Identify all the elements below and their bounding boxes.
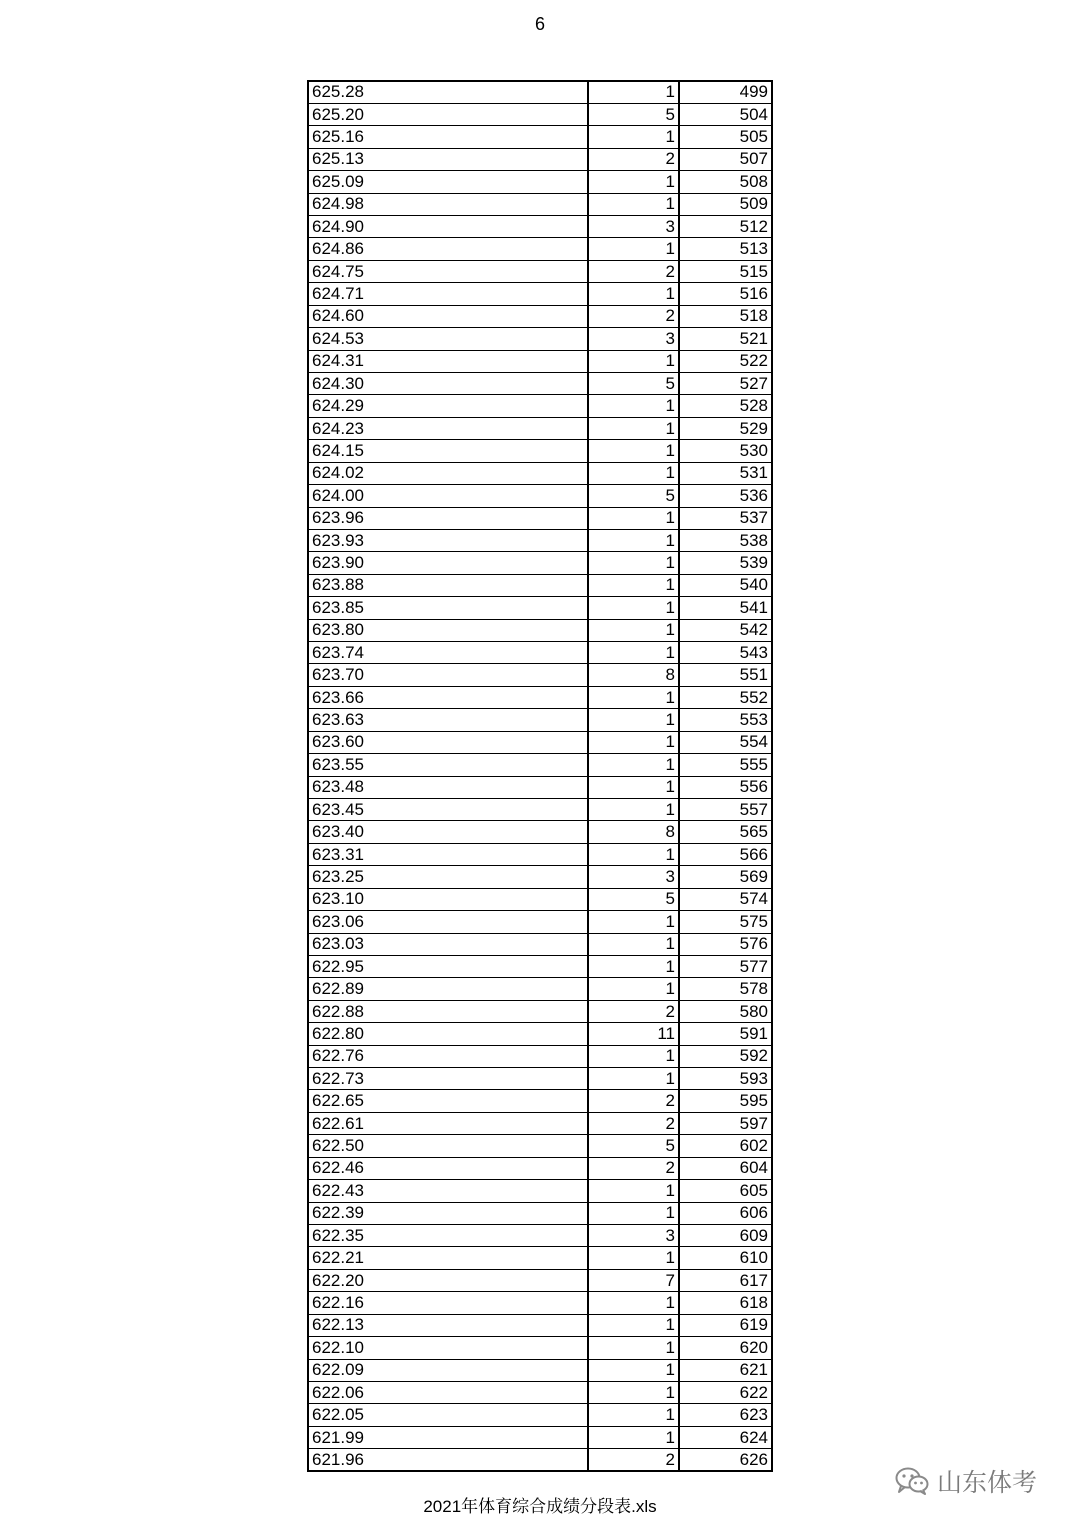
cumulative-cell: 529 [679,417,772,439]
cumulative-cell: 555 [679,754,772,776]
table-row [308,238,772,260]
count-cell: 1 [588,283,679,305]
page-footer-filename: 2021年体育综合成绩分段表.xls [423,1497,657,1516]
count-cell: 1 [588,574,679,596]
table-row [308,978,772,1000]
count-cell: 1 [588,81,679,103]
count-cell: 2 [588,305,679,327]
table-row [308,574,772,596]
table-row [308,462,772,484]
score-cell: 622.65 [308,1090,588,1112]
cumulative-cell: 509 [679,193,772,215]
count-cell: 1 [588,911,679,933]
count-cell: 1 [588,731,679,753]
count-cell: 1 [588,642,679,664]
cumulative-cell: 604 [679,1157,772,1179]
score-distribution-table [307,80,773,1472]
count-cell: 3 [588,328,679,350]
score-cell: 623.25 [308,866,588,888]
score-cell: 621.99 [308,1426,588,1448]
cumulative-cell: 574 [679,888,772,910]
cumulative-cell: 569 [679,866,772,888]
cumulative-cell: 521 [679,328,772,350]
cumulative-cell: 575 [679,911,772,933]
cumulative-cell: 543 [679,642,772,664]
score-cell: 622.35 [308,1225,588,1247]
cumulative-cell: 536 [679,485,772,507]
score-cell: 624.00 [308,485,588,507]
table-row [308,1292,772,1314]
count-cell: 5 [588,485,679,507]
score-cell: 622.10 [308,1337,588,1359]
table-row [308,933,772,955]
score-cell: 623.55 [308,754,588,776]
count-cell: 3 [588,866,679,888]
count-cell: 1 [588,440,679,462]
score-cell: 623.85 [308,597,588,619]
wechat-icon [895,1467,929,1495]
cumulative-cell: 552 [679,686,772,708]
cumulative-cell: 591 [679,1023,772,1045]
cumulative-cell: 518 [679,305,772,327]
table-row [308,507,772,529]
score-cell: 624.75 [308,260,588,282]
table-row [308,148,772,170]
cumulative-cell: 516 [679,283,772,305]
table-row [308,305,772,327]
count-cell: 1 [588,1180,679,1202]
table-row [308,417,772,439]
table-row [308,731,772,753]
table-row [308,171,772,193]
count-cell: 2 [588,1449,679,1471]
count-cell: 5 [588,888,679,910]
count-cell: 2 [588,260,679,282]
count-cell: 1 [588,799,679,821]
cumulative-cell: 592 [679,1045,772,1067]
score-cell: 623.03 [308,933,588,955]
table-row [308,1180,772,1202]
cumulative-cell: 504 [679,103,772,125]
score-cell: 623.31 [308,843,588,865]
count-cell: 1 [588,171,679,193]
table-row [308,126,772,148]
table-row [308,754,772,776]
count-cell: 5 [588,103,679,125]
score-cell: 625.20 [308,103,588,125]
table-row [308,1314,772,1336]
cumulative-cell: 508 [679,171,772,193]
score-cell: 623.45 [308,799,588,821]
table-row [308,888,772,910]
count-cell: 1 [588,754,679,776]
cumulative-cell: 556 [679,776,772,798]
table-row [308,686,772,708]
table-row [308,372,772,394]
cumulative-cell: 605 [679,1180,772,1202]
score-cell: 622.61 [308,1112,588,1134]
cumulative-cell: 551 [679,664,772,686]
cumulative-cell: 528 [679,395,772,417]
score-cell: 622.16 [308,1292,588,1314]
table-row [308,1000,772,1022]
cumulative-cell: 530 [679,440,772,462]
table-row [308,193,772,215]
score-cell: 623.40 [308,821,588,843]
count-cell: 1 [588,1247,679,1269]
count-cell: 1 [588,126,679,148]
table-row [308,328,772,350]
table-row [308,1449,772,1471]
count-cell: 1 [588,709,679,731]
cumulative-cell: 512 [679,216,772,238]
table-row [308,821,772,843]
cumulative-cell: 619 [679,1314,772,1336]
score-cell: 624.02 [308,462,588,484]
cumulative-cell: 620 [679,1337,772,1359]
cumulative-cell: 507 [679,148,772,170]
count-cell: 1 [588,776,679,798]
count-cell: 5 [588,372,679,394]
count-cell: 11 [588,1023,679,1045]
count-cell: 7 [588,1269,679,1291]
score-cell: 624.31 [308,350,588,372]
cumulative-cell: 565 [679,821,772,843]
score-cell: 624.29 [308,395,588,417]
cumulative-cell: 626 [679,1449,772,1471]
score-cell: 623.10 [308,888,588,910]
table-row [308,1404,772,1426]
score-cell: 625.13 [308,148,588,170]
count-cell: 1 [588,1426,679,1448]
table-row [308,1359,772,1381]
table-row [308,1135,772,1157]
count-cell: 1 [588,529,679,551]
cumulative-cell: 522 [679,350,772,372]
table-row [308,529,772,551]
table-row [308,1068,772,1090]
score-cell: 622.06 [308,1381,588,1403]
cumulative-cell: 593 [679,1068,772,1090]
count-cell: 5 [588,1135,679,1157]
cumulative-cell: 595 [679,1090,772,1112]
table-row [308,664,772,686]
table-row [308,1090,772,1112]
score-cell: 622.76 [308,1045,588,1067]
score-cell: 621.96 [308,1449,588,1471]
table-row [308,1112,772,1134]
table-row [308,1157,772,1179]
count-cell: 2 [588,1112,679,1134]
cumulative-cell: 578 [679,978,772,1000]
watermark-text: 山东体考 [937,1469,1038,1497]
cumulative-cell: 623 [679,1404,772,1426]
count-cell: 1 [588,238,679,260]
count-cell: 1 [588,395,679,417]
score-cell: 623.70 [308,664,588,686]
table-row [308,1247,772,1269]
score-cell: 624.60 [308,305,588,327]
page-number: 6 [534,14,545,34]
count-cell: 3 [588,1225,679,1247]
score-cell: 622.88 [308,1000,588,1022]
score-cell: 622.50 [308,1135,588,1157]
count-cell: 1 [588,1068,679,1090]
cumulative-cell: 609 [679,1225,772,1247]
cumulative-cell: 539 [679,552,772,574]
score-cell: 624.71 [308,283,588,305]
cumulative-cell: 577 [679,955,772,977]
count-cell: 1 [588,507,679,529]
count-cell: 2 [588,1000,679,1022]
score-cell: 623.93 [308,529,588,551]
score-cell: 623.63 [308,709,588,731]
cumulative-cell: 553 [679,709,772,731]
table-row [308,283,772,305]
cumulative-cell: 537 [679,507,772,529]
score-cell: 622.39 [308,1202,588,1224]
count-cell: 1 [588,933,679,955]
table-body [308,81,772,1471]
score-cell: 625.16 [308,126,588,148]
cumulative-cell: 624 [679,1426,772,1448]
count-cell: 8 [588,821,679,843]
score-cell: 622.20 [308,1269,588,1291]
count-cell: 2 [588,1090,679,1112]
table-row [308,1023,772,1045]
table-row [308,1202,772,1224]
score-cell: 622.43 [308,1180,588,1202]
cumulative-cell: 618 [679,1292,772,1314]
count-cell: 1 [588,193,679,215]
cumulative-cell: 513 [679,238,772,260]
score-cell: 622.73 [308,1068,588,1090]
count-cell: 1 [588,1404,679,1426]
table-row [308,597,772,619]
table-row [308,260,772,282]
score-cell: 624.86 [308,238,588,260]
score-cell: 625.09 [308,171,588,193]
count-cell: 2 [588,1157,679,1179]
table-row [308,955,772,977]
score-cell: 624.90 [308,216,588,238]
table-row [308,440,772,462]
table-row [308,911,772,933]
count-cell: 1 [588,955,679,977]
cumulative-cell: 515 [679,260,772,282]
count-cell: 1 [588,1314,679,1336]
watermark [895,1461,1037,1501]
score-cell: 624.53 [308,328,588,350]
table-row [308,709,772,731]
score-cell: 623.80 [308,619,588,641]
table-row [308,1426,772,1448]
cumulative-cell: 557 [679,799,772,821]
table-row [308,776,772,798]
count-cell: 3 [588,216,679,238]
table-row [308,1381,772,1403]
score-cell: 625.28 [308,81,588,103]
cumulative-cell: 538 [679,529,772,551]
cumulative-cell: 542 [679,619,772,641]
count-cell: 1 [588,417,679,439]
count-cell: 1 [588,619,679,641]
count-cell: 1 [588,597,679,619]
cumulative-cell: 602 [679,1135,772,1157]
table-row [308,552,772,574]
score-cell: 622.13 [308,1314,588,1336]
count-cell: 1 [588,1292,679,1314]
table-row [308,619,772,641]
cumulative-cell: 527 [679,372,772,394]
cumulative-cell: 541 [679,597,772,619]
score-cell: 623.90 [308,552,588,574]
table-row [308,843,772,865]
cumulative-cell: 499 [679,81,772,103]
score-cell: 623.06 [308,911,588,933]
score-cell: 624.23 [308,417,588,439]
score-cell: 622.95 [308,955,588,977]
count-cell: 1 [588,552,679,574]
cumulative-cell: 622 [679,1381,772,1403]
count-cell: 2 [588,148,679,170]
score-cell: 622.46 [308,1157,588,1179]
score-cell: 622.05 [308,1404,588,1426]
cumulative-cell: 566 [679,843,772,865]
cumulative-cell: 505 [679,126,772,148]
table-row [308,81,772,103]
score-cell: 622.80 [308,1023,588,1045]
count-cell: 1 [588,1337,679,1359]
count-cell: 1 [588,462,679,484]
score-cell: 622.09 [308,1359,588,1381]
cumulative-cell: 597 [679,1112,772,1134]
table-row [308,1045,772,1067]
table-row [308,642,772,664]
score-cell: 623.66 [308,686,588,708]
score-cell: 622.89 [308,978,588,1000]
cumulative-cell: 617 [679,1269,772,1291]
count-cell: 1 [588,1202,679,1224]
cumulative-cell: 621 [679,1359,772,1381]
cumulative-cell: 554 [679,731,772,753]
count-cell: 1 [588,1045,679,1067]
count-cell: 8 [588,664,679,686]
table-row [308,866,772,888]
score-cell: 624.15 [308,440,588,462]
table-row [308,799,772,821]
table-row [308,103,772,125]
score-cell: 624.98 [308,193,588,215]
score-cell: 623.74 [308,642,588,664]
score-cell: 623.88 [308,574,588,596]
table-row [308,1225,772,1247]
cumulative-cell: 540 [679,574,772,596]
score-cell: 623.96 [308,507,588,529]
cumulative-cell: 580 [679,1000,772,1022]
table-row [308,216,772,238]
table-row [308,395,772,417]
count-cell: 1 [588,350,679,372]
cumulative-cell: 610 [679,1247,772,1269]
score-cell: 623.60 [308,731,588,753]
count-cell: 1 [588,843,679,865]
table-row [308,350,772,372]
score-cell: 622.21 [308,1247,588,1269]
table-row [308,485,772,507]
cumulative-cell: 606 [679,1202,772,1224]
count-cell: 1 [588,1359,679,1381]
table-row [308,1337,772,1359]
count-cell: 1 [588,686,679,708]
score-cell: 623.48 [308,776,588,798]
score-cell: 624.30 [308,372,588,394]
count-cell: 1 [588,978,679,1000]
table-row [308,1269,772,1291]
cumulative-cell: 531 [679,462,772,484]
count-cell: 1 [588,1381,679,1403]
cumulative-cell: 576 [679,933,772,955]
